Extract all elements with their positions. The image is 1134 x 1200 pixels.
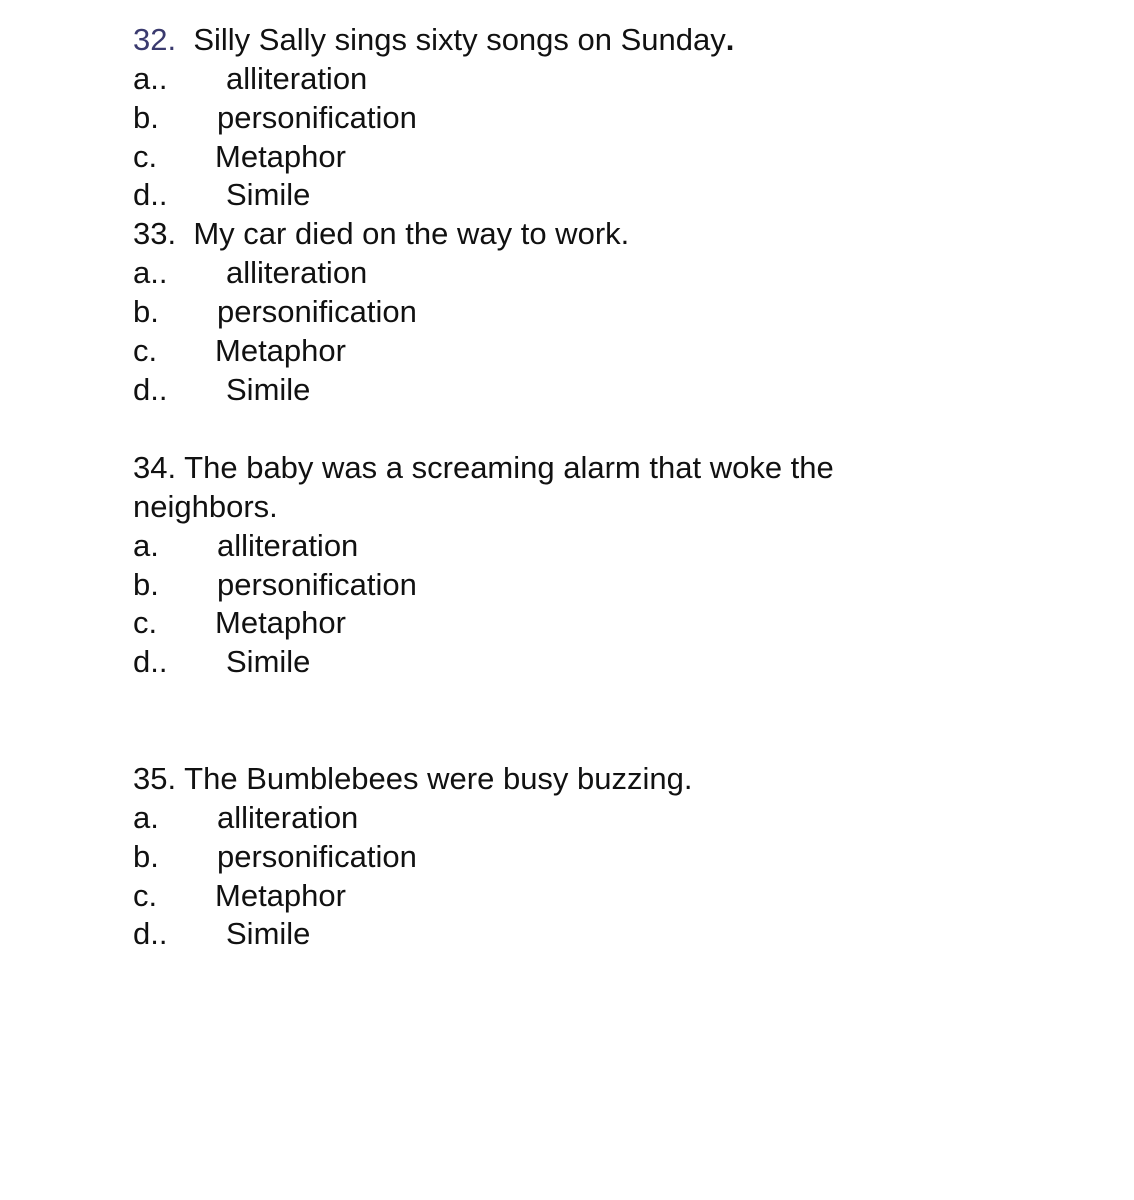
option-34-b[interactable] — [133, 565, 417, 604]
option-text: Simile — [226, 916, 311, 951]
question-number: 35. — [133, 761, 177, 796]
option-text: alliteration — [226, 61, 368, 96]
option-letter: d.. — [133, 177, 168, 212]
option-text: alliteration — [226, 255, 368, 290]
question-text: My car died on the way to work. — [193, 216, 630, 251]
option-letter: b. — [133, 294, 159, 329]
option-text: alliteration — [217, 528, 359, 563]
option-letter: b. — [133, 567, 159, 602]
option-text: personification — [217, 839, 417, 874]
option-text: Metaphor — [215, 605, 346, 640]
question-35 — [133, 759, 693, 798]
option-35-d[interactable] — [133, 914, 311, 953]
question-text: Silly Sally sings sixty songs on Sunday — [193, 22, 726, 57]
option-text: Simile — [226, 644, 311, 679]
option-letter: a.. — [133, 255, 168, 290]
question-number: 34. — [133, 450, 177, 485]
option-letter: c. — [133, 139, 158, 174]
question-number: 32. — [133, 22, 177, 57]
option-letter: a. — [133, 528, 159, 563]
question-34 — [133, 448, 834, 487]
option-33-c[interactable] — [133, 331, 346, 370]
option-letter: b. — [133, 839, 159, 874]
option-34-c[interactable] — [133, 603, 346, 642]
option-35-c[interactable] — [133, 876, 346, 915]
option-35-b[interactable] — [133, 837, 417, 876]
option-text: Metaphor — [215, 139, 346, 174]
option-letter: d.. — [133, 644, 168, 679]
option-letter: b. — [133, 100, 159, 135]
option-35-a[interactable] — [133, 798, 359, 837]
question-text-line2: neighbors. — [133, 489, 278, 524]
option-32-b[interactable] — [133, 98, 417, 137]
option-letter: c. — [133, 878, 158, 913]
question-number: 33. — [133, 216, 177, 251]
option-33-b[interactable] — [133, 292, 417, 331]
option-letter: d.. — [133, 916, 168, 951]
option-letter: c. — [133, 333, 158, 368]
option-text: personification — [217, 294, 417, 329]
option-32-a[interactable] — [133, 59, 368, 98]
option-34-a[interactable] — [133, 526, 359, 565]
question-text-line1: The baby was a screaming alarm that woke the — [184, 450, 834, 485]
question-32 — [133, 20, 734, 59]
option-33-d[interactable] — [133, 370, 311, 409]
question-34-continued — [133, 487, 278, 526]
option-text: personification — [217, 100, 417, 135]
option-text: Simile — [226, 372, 311, 407]
question-end-mark: . — [725, 22, 735, 57]
option-text: Metaphor — [215, 333, 346, 368]
option-text: Simile — [226, 177, 311, 212]
option-letter: a. — [133, 800, 159, 835]
option-letter: c. — [133, 605, 158, 640]
option-33-a[interactable] — [133, 253, 368, 292]
option-text: Metaphor — [215, 878, 346, 913]
option-text: alliteration — [217, 800, 359, 835]
option-34-d[interactable] — [133, 642, 311, 681]
option-32-d[interactable] — [133, 175, 311, 214]
option-32-c[interactable] — [133, 137, 346, 176]
option-letter: a.. — [133, 61, 168, 96]
question-text: The Bumblebees were busy buzzing. — [184, 761, 693, 796]
question-33 — [133, 214, 629, 253]
option-text: personification — [217, 567, 417, 602]
option-letter: d.. — [133, 372, 168, 407]
